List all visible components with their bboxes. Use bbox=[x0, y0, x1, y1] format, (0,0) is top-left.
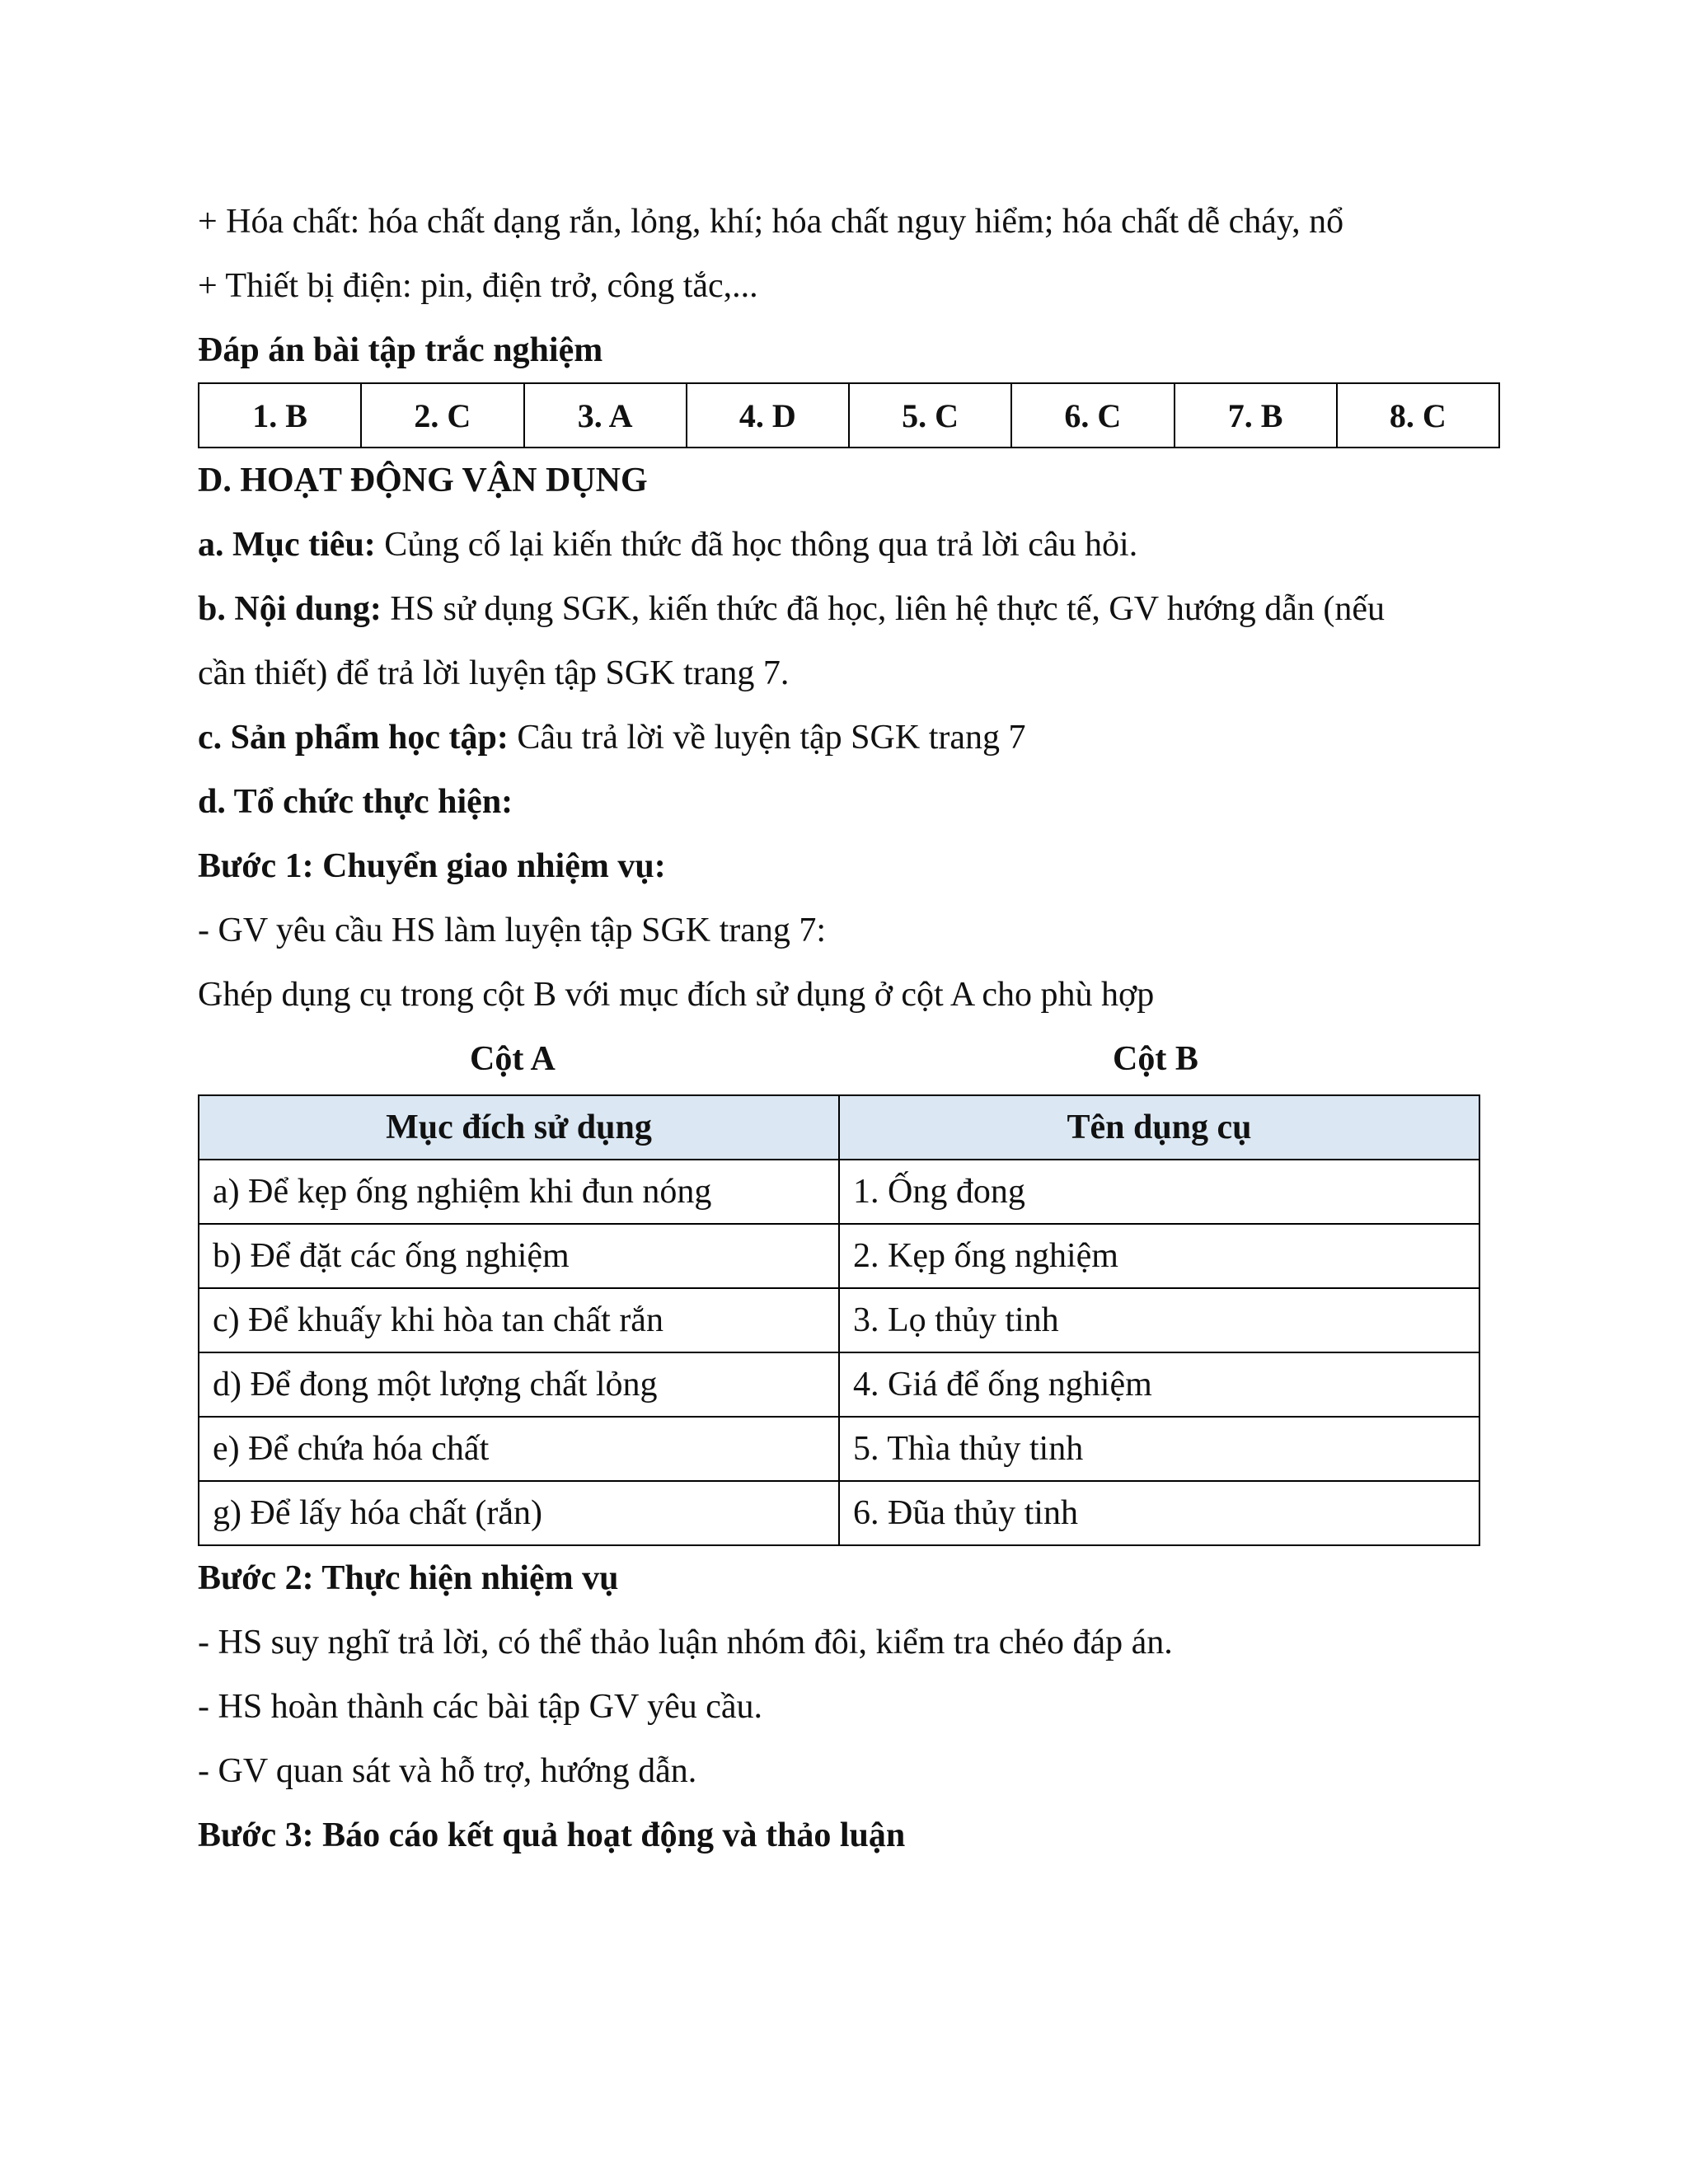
objective-line bbox=[198, 513, 1500, 577]
answer-cell: 2. C bbox=[361, 383, 523, 448]
header-tool-name: Tên dụng cụ bbox=[839, 1095, 1479, 1160]
tool-cell: 2. Kẹp ống nghiệm bbox=[839, 1224, 1479, 1288]
section-title: D. HOẠT ĐỘNG VẬN DỤNG bbox=[198, 462, 648, 499]
table-row bbox=[199, 383, 1499, 448]
purpose-cell: d) Để đong một lượng chất lỏng bbox=[199, 1352, 839, 1417]
column-a-heading: Cột A bbox=[470, 1040, 556, 1078]
purpose-cell: c) Để khuấy khi hòa tan chất rắn bbox=[199, 1288, 839, 1352]
step1-title: Bước 1: Chuyển giao nhiệm vụ: bbox=[198, 847, 666, 885]
content-line bbox=[198, 577, 1500, 641]
step3-title: Bước 3: Báo cáo kết quả hoạt động và thảo luận bbox=[198, 1816, 906, 1854]
text-line: + Thiết bị điện: pin, điện trở, công tắc,... bbox=[198, 267, 758, 305]
step2-line: - HS suy nghĩ trả lời, có thể thảo luận nhóm đôi, kiểm tra chéo đáp án. bbox=[198, 1624, 1173, 1661]
step2-line: - HS hoàn thành các bài tập GV yêu cầu. bbox=[198, 1688, 763, 1726]
answer-cell: 4. D bbox=[687, 383, 849, 448]
document-page bbox=[198, 190, 1500, 1868]
tool-cell: 6. Đũa thủy tinh bbox=[839, 1481, 1479, 1545]
purpose-cell: b) Để đặt các ống nghiệm bbox=[199, 1224, 839, 1288]
table-row bbox=[199, 1160, 1479, 1224]
column-headings bbox=[198, 1027, 1500, 1091]
tool-cell: 4. Giá để ống nghiệm bbox=[839, 1352, 1479, 1417]
content-line-continued: cần thiết) để trả lời luyện tập SGK trang 7. bbox=[198, 654, 790, 692]
tool-cell: 5. Thìa thủy tinh bbox=[839, 1417, 1479, 1481]
product-line bbox=[198, 705, 1500, 770]
table-row bbox=[199, 1288, 1479, 1352]
table-row bbox=[199, 1481, 1479, 1545]
answer-cell: 6. C bbox=[1011, 383, 1174, 448]
content-text: HS sử dụng SGK, kiến thức đã học, liên hệ thực tế, GV hướng dẫn (nếu bbox=[381, 590, 1386, 628]
table-header-row bbox=[199, 1095, 1479, 1160]
answer-cell: 8. C bbox=[1337, 383, 1499, 448]
answer-table bbox=[198, 382, 1500, 448]
header-purpose: Mục đích sử dụng bbox=[199, 1095, 839, 1160]
table-row bbox=[199, 1417, 1479, 1481]
tool-cell: 1. Ống đong bbox=[839, 1160, 1479, 1224]
table-row bbox=[199, 1352, 1479, 1417]
tool-cell: 3. Lọ thủy tinh bbox=[839, 1288, 1479, 1352]
purpose-cell: a) Để kẹp ống nghiệm khi đun nóng bbox=[199, 1160, 839, 1224]
text-line: + Hóa chất: hóa chất dạng rắn, lỏng, khí; hóa chất nguy hiểm; hóa chất dễ cháy, nổ bbox=[198, 203, 1344, 241]
step1-line: - GV yêu cầu HS làm luyện tập SGK trang 7: bbox=[198, 912, 827, 949]
content-label: b. Nội dung: bbox=[198, 590, 382, 628]
product-text: Câu trả lời về luyện tập SGK trang 7 bbox=[508, 719, 1026, 757]
organization-label: d. Tổ chức thực hiện: bbox=[198, 783, 513, 821]
answer-heading: Đáp án bài tập trắc nghiệm bbox=[198, 331, 603, 369]
answer-cell: 5. C bbox=[849, 383, 1011, 448]
column-b-heading: Cột B bbox=[1113, 1040, 1198, 1078]
answer-cell: 1. B bbox=[199, 383, 361, 448]
answer-cell: 3. A bbox=[524, 383, 687, 448]
matching-table bbox=[198, 1094, 1480, 1546]
purpose-cell: e) Để chứa hóa chất bbox=[199, 1417, 839, 1481]
table-row bbox=[199, 1224, 1479, 1288]
step2-title: Bước 2: Thực hiện nhiệm vụ bbox=[198, 1559, 619, 1597]
product-label: c. Sản phẩm học tập: bbox=[198, 719, 509, 757]
objective-text: Củng cố lại kiến thức đã học thông qua trả lời câu hỏi. bbox=[375, 526, 1138, 564]
step1-instruction: Ghép dụng cụ trong cột B với mục đích sử dụng ở cột A cho phù hợp bbox=[198, 976, 1155, 1014]
purpose-cell: g) Để lấy hóa chất (rắn) bbox=[199, 1481, 839, 1545]
objective-label: a. Mục tiêu: bbox=[198, 526, 376, 564]
answer-cell: 7. B bbox=[1175, 383, 1337, 448]
step2-line: - GV quan sát và hỗ trợ, hướng dẫn. bbox=[198, 1752, 697, 1790]
